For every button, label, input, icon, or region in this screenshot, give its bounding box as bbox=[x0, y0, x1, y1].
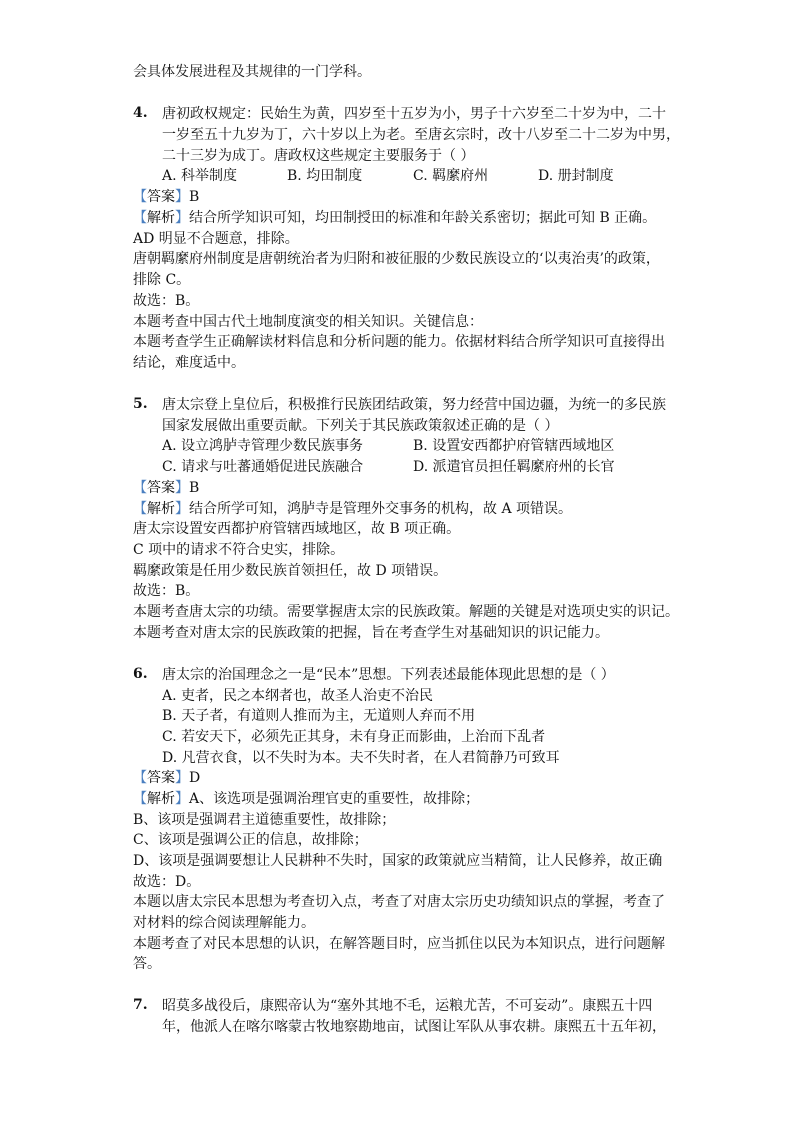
question-5-option-b[interactable]: B. 设置安西都护府管辖西域地区 bbox=[413, 438, 615, 454]
question-7-stem-line-1: 昭莫多战役后，康熙帝认为“塞外其地不毛，运粮尤苦，不可妄动”。康熙五十四 bbox=[162, 998, 653, 1014]
analysis-tag: 解析 bbox=[147, 501, 175, 517]
answer-bracket-close: 】 bbox=[175, 189, 189, 205]
answer-bracket-open: 【 bbox=[133, 189, 147, 205]
analysis-bracket-open: 【 bbox=[133, 501, 147, 517]
analysis-tag: 解析 bbox=[147, 791, 175, 807]
answer-value: D bbox=[189, 770, 201, 786]
answer-tag: 答案 bbox=[147, 189, 175, 205]
analysis-text: 结合所学可知，鸿胪寺是管理外交事务的机构，故 A 项错误。 bbox=[189, 501, 573, 517]
analysis-text: A、该选项是强调治理官吏的重要性，故排除； bbox=[189, 791, 480, 807]
question-5-analysis-line-4: 羁縻政策是任用少数民族首领担任，故 D 项错误。 bbox=[133, 563, 448, 579]
analysis-text: 结合所学知识可知，均田制授田的标准和年龄关系密切；据此可知 B 正确。 bbox=[189, 210, 657, 226]
question-4-option-c[interactable]: C. 羁縻府州 bbox=[413, 168, 489, 184]
question-4-stem-line-3: 二十三岁为成丁。唐政权这些规定主要服务于（ ） bbox=[162, 148, 475, 164]
question-7-number: 7. bbox=[133, 997, 148, 1013]
question-6-analysis-line-5: 故选：D。 bbox=[133, 874, 201, 890]
question-5-answer bbox=[133, 478, 199, 498]
question-5-stem-line-1: 唐太宗登上皇位后，积极推行民族团结政策，努力经营中国边疆，为统一的多民族 bbox=[162, 397, 666, 413]
question-6-analysis-line-8: 本题考查了对民本思想的认识，在解答题目时，应当抓住以民为本知识点，进行问题解 bbox=[133, 936, 665, 952]
question-5-options-row-2 bbox=[162, 457, 662, 477]
analysis-bracket-open: 【 bbox=[133, 210, 147, 226]
question-4-option-b[interactable]: B. 均田制度 bbox=[287, 168, 363, 184]
answer-bracket-open: 【 bbox=[133, 480, 147, 496]
analysis-bracket-close: 】 bbox=[175, 501, 189, 517]
question-4-analysis-line-5: 故选：B。 bbox=[133, 293, 200, 309]
question-4-number: 4. bbox=[133, 105, 148, 121]
question-5-options-row-1 bbox=[162, 436, 662, 456]
analysis-bracket-open: 【 bbox=[133, 791, 147, 807]
question-6-number: 6. bbox=[133, 666, 148, 682]
question-4-stem-line-1: 唐初政权规定：民始生为黄，四岁至十五岁为小，男子十六岁至二十岁为中，二十 bbox=[162, 106, 666, 122]
question-5-analysis-line-2: 唐太宗设置安西都护府管辖西域地区，故 B 项正确。 bbox=[133, 521, 461, 537]
question-5-analysis-line-3: C 项中的请求不符合史实，排除。 bbox=[133, 542, 345, 558]
question-6-analysis-line-7: 对材料的综合阅读理解能力。 bbox=[133, 915, 315, 931]
answer-tag: 答案 bbox=[147, 770, 175, 786]
question-4-answer bbox=[133, 187, 199, 207]
question-4-options bbox=[162, 166, 662, 186]
answer-bracket-open: 【 bbox=[133, 770, 147, 786]
question-6-analysis-line-9: 答。 bbox=[133, 956, 161, 972]
question-4-analysis-line-1 bbox=[133, 208, 656, 228]
question-4-analysis-line-2: AD 明显不合题意，排除。 bbox=[133, 231, 299, 247]
question-6-answer bbox=[133, 768, 200, 788]
answer-value: B bbox=[189, 189, 200, 205]
question-6-analysis-line-3: C、该项是强调公正的信息，故排除； bbox=[133, 832, 368, 848]
analysis-bracket-close: 】 bbox=[175, 210, 189, 226]
answer-value: B bbox=[189, 480, 200, 496]
question-5-analysis-line-5: 故选：B。 bbox=[133, 583, 200, 599]
question-5-number: 5. bbox=[133, 396, 148, 412]
question-6-option-a[interactable]: A. 吏者，民之本纲者也，故圣人治吏不治民 bbox=[162, 688, 434, 704]
question-5-analysis-line-6: 本题考查唐太宗的功绩。需要掌握唐太宗的民族政策。解题的关键是对选项史实的识记。 bbox=[133, 604, 679, 620]
question-5-analysis-line-1 bbox=[133, 499, 572, 519]
question-6-option-d[interactable]: D. 凡营衣食，以不失时为本。夫不失时者，在人君简静乃可致耳 bbox=[162, 750, 560, 766]
intro-line: 会具体发展进程及其规律的一门学科。 bbox=[133, 64, 371, 80]
analysis-bracket-close: 】 bbox=[175, 791, 189, 807]
question-5-option-c[interactable]: C. 请求与吐蕃通婚促进民族融合 bbox=[162, 459, 364, 475]
question-5-analysis-line-7: 本题考查对唐太宗的民族政策的把握，旨在考查学生对基础知识的识记能力。 bbox=[133, 625, 609, 641]
question-4-analysis-line-6: 本题考查中国古代土地制度演变的相关知识。关键信息： bbox=[133, 314, 483, 330]
question-5-option-d[interactable]: D. 派遣官员担任羁縻府州的长官 bbox=[413, 459, 615, 475]
question-5-option-a[interactable]: A. 设立鸿胪寺管理少数民族事务 bbox=[162, 438, 364, 454]
answer-tag: 答案 bbox=[147, 480, 175, 496]
question-5-stem-line-2: 国家发展做出重要贡献。下列关于其民族政策叙述正确的是（ ） bbox=[162, 418, 559, 434]
question-6-analysis-line-2: B、该项是强调君主道德重要性，故排除； bbox=[133, 812, 396, 828]
question-6-analysis-line-4: D、该项是强调要想让人民耕种不失时，国家的政策就应当精简，让人民修养，故正确 bbox=[133, 853, 663, 869]
question-4-option-d[interactable]: D. 册封制度 bbox=[538, 168, 614, 184]
question-6-stem-line-1: 唐太宗的治国理念之一是“民本”思想。下列表述最能体现此思想的是（ ） bbox=[162, 667, 615, 683]
question-4-analysis-line-7: 本题考查学生正确解读材料信息和分析问题的能力。依据材料结合所学知识可直接得出 bbox=[133, 334, 665, 350]
question-6-option-b[interactable]: B. 天子者，有道则人推而为主，无道则人弃而不用 bbox=[162, 708, 476, 724]
question-6-analysis-line-6: 本题以唐太宗民本思想为考查切入点，考查了对唐太宗历史功绩知识点的掌握，考查了 bbox=[133, 894, 665, 910]
question-4-analysis-line-8: 结论，难度适中。 bbox=[133, 355, 245, 371]
question-7-stem-line-2: 年，他派人在喀尔喀蒙古牧地察勘地亩，试图让军队从事农耕。康熙五十五年初， bbox=[162, 1019, 666, 1035]
answer-bracket-close: 】 bbox=[175, 770, 189, 786]
question-6-option-c[interactable]: C. 若安天下，必须先正其身，未有身正而影曲，上治而下乱者 bbox=[162, 729, 546, 745]
question-4-option-a[interactable]: A. 科举制度 bbox=[162, 168, 238, 184]
question-4-analysis-line-4: 排除 C。 bbox=[133, 272, 191, 288]
question-4-analysis-line-3: 唐朝羁縻府州制度是唐朝统治者为归附和被征服的少数民族设立的‘以夷治夷’的政策， bbox=[133, 251, 660, 267]
question-6-analysis-line-1 bbox=[133, 789, 479, 809]
question-4-stem-line-2: 一岁至五十九岁为丁，六十岁以上为老。至唐玄宗时，改十八岁至二十二岁为中男， bbox=[162, 127, 680, 143]
answer-bracket-close: 】 bbox=[175, 480, 189, 496]
analysis-tag: 解析 bbox=[147, 210, 175, 226]
